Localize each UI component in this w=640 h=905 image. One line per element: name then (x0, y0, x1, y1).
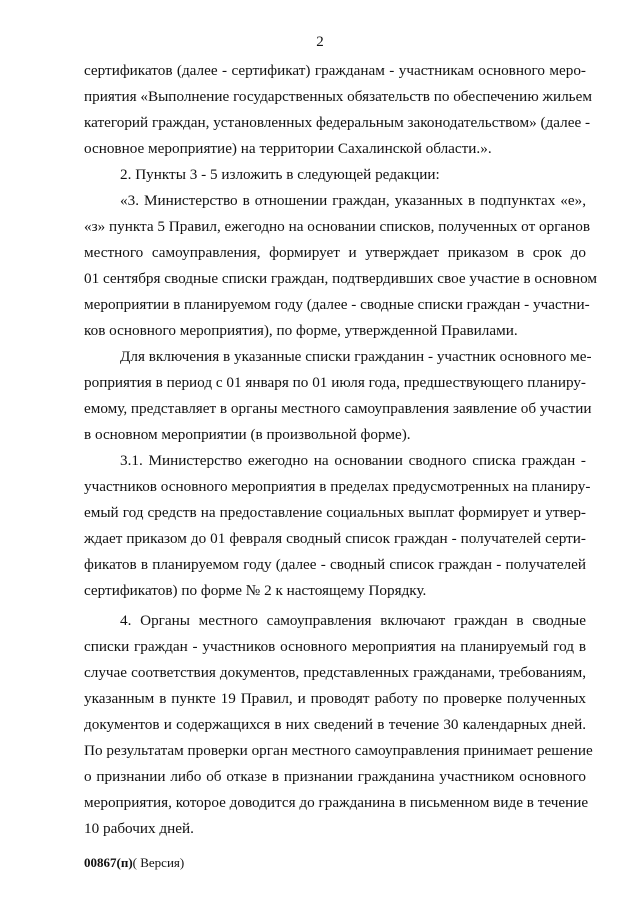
text-line: сертификатов (далее - сертификат) гражданам - участникам основного меро- (84, 62, 586, 79)
text-line: По результатам проверки орган местного самоуправления принимает решение (84, 742, 593, 759)
text-line: 10 рабочих дней. (84, 820, 194, 837)
page-number: 2 (316, 34, 324, 50)
text-line: сертификатов) по форме № 2 к настоящему Порядку. (84, 582, 427, 599)
text-line: случае соответствия документов, представленных гражданами, требованиям, (84, 664, 586, 681)
text-line: о признании либо об отказе в признании гражданина участником основного (84, 768, 586, 785)
text-line: роприятия в период с 01 января по 01 июля года, предшествующего планиру- (84, 374, 586, 391)
text-line: 3.1. Министерство ежегодно на основании сводного списка граждан - (120, 452, 586, 469)
text-line: участников основного мероприятия в пределах предусмотренных на планиру- (84, 478, 591, 495)
text-line: 2. Пункты 3 - 5 изложить в следующей редакции: (120, 166, 440, 183)
text-line: документов и содержащихся в них сведений в течение 30 календарных дней. (84, 716, 586, 733)
text-line: ждает приказом до 01 февраля сводный список граждан - получателей серти- (84, 530, 586, 547)
text-line: в основном мероприятии (в произвольной форме). (84, 426, 411, 443)
text-line: приятия «Выполнение государственных обязательств по обеспечению жильем (84, 88, 592, 105)
text-line: 01 сентября сводные списки граждан, подтвердивших свое участие в основном (84, 270, 598, 287)
text-line: основное мероприятие) на территории Сахалинской области.». (84, 140, 492, 157)
text-line: списки граждан - участников основного мероприятия на планируемый год в (84, 638, 586, 655)
text-line: «з» пункта 5 Правил, ежегодно на основании списков, полученных от органов (84, 218, 591, 235)
footer (84, 855, 184, 871)
document-version: ( Версия) (132, 855, 185, 870)
text-line: емый год средств на предоставление социальных выплат формирует и утвер- (84, 504, 586, 521)
text-line: емому, представляет в органы местного самоуправления заявление об участии (84, 400, 592, 417)
text-line: указанным в пункте 19 Правил, и проводят работу по проверке полученных (84, 690, 586, 707)
text-line: мероприятия, которое доводится до гражданина в письменном виде в течение (84, 794, 589, 811)
text-line: 4. Органы местного самоуправления включают граждан в сводные (120, 612, 586, 629)
text-line: категорий граждан, установленных федеральным законодательством» (далее - (84, 114, 591, 131)
text-line: «3. Министерство в отношении граждан, указанных в подпунктах «е», (120, 192, 586, 209)
text-line: фикатов в планируемом году (далее - сводный список граждан - получателей (84, 556, 586, 573)
text-line: ков основного мероприятия), по форме, утвержденной Правилами. (84, 322, 518, 339)
text-line: мероприятии в планируемом году (далее - сводные списки граждан - участни- (84, 296, 590, 313)
document-code: 00867(п) (84, 855, 133, 870)
text-line: Для включения в указанные списки гражданин - участник основного ме- (120, 348, 592, 365)
text-line: местного самоуправления, формирует и утверждает приказом в срок до (84, 244, 586, 261)
